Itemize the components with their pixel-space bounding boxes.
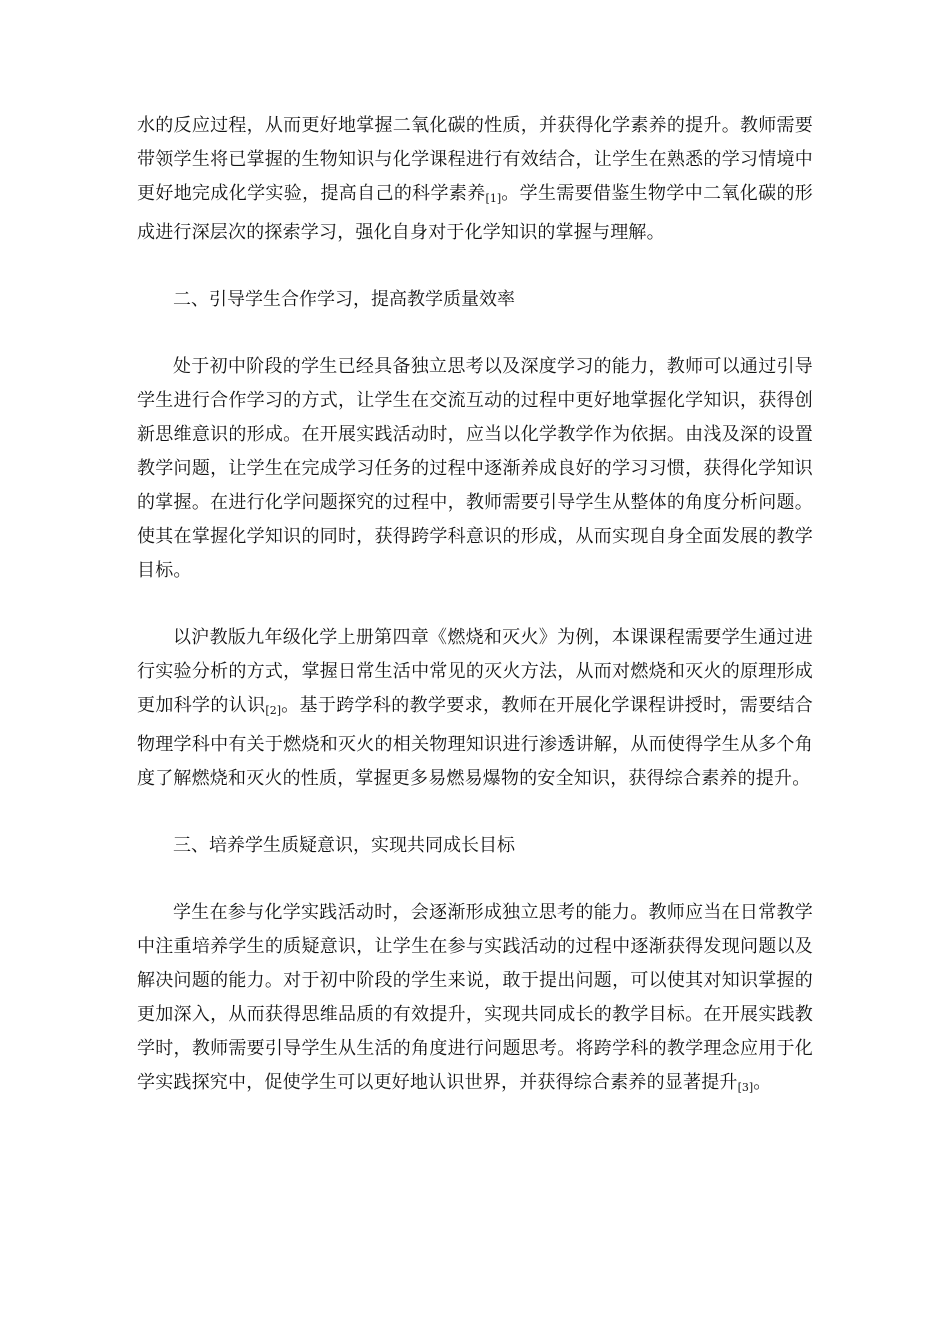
section-heading-3: 三、培养学生质疑意识，实现共同成长目标 <box>173 835 515 856</box>
paragraph-4-text-end: 。 <box>753 1072 772 1093</box>
citation-3: [3] <box>737 1081 754 1094</box>
paragraph-1-text: 水的反应过程，从而更好地掌握二氧化碳的性质，并获得化学素养的提升。教师需要带领学生将已掌握的生物知识与化学课程进行有效结合，让学生在熟悉的学习情境中更好地完成化学实验，提高自己的科学素养 <box>137 115 813 204</box>
paragraph-1-text-end: 。学生需要借鉴生物学中二氧化碳的形成进行深层次的探索学习，强化自身对于化学知识的掌握与理解。 <box>137 183 813 243</box>
section-heading-2: 二、引导学生合作学习，提高教学质量效率 <box>173 289 515 310</box>
document-body <box>137 109 813 1105</box>
citation-1: [1] <box>485 192 502 205</box>
paragraph-1 <box>137 109 813 250</box>
paragraph-4-text: 学生在参与化学实践活动时，会逐渐形成独立思考的能力。教师应当在日常教学中注重培养学生的质疑意识，让学生在参与实践活动的过程中逐渐获得发现问题以及解决问题的能力。对于初中阶段的学生来说，敢于提出问题，可以使其对知识掌握的更加深入，从而获得思维品质的有效提升，实现共同成长的教学目标。在开展实践教学时，教师需要引导学生从生活的角度进行问题思考。将跨学科的教学理念应用于化学实践探究中，促使学生可以更好地认识世界，并获得综合素养的显著提升 <box>137 902 813 1093</box>
paragraph-3 <box>137 621 813 796</box>
citation-2: [2] <box>265 704 282 717</box>
paragraph-4 <box>137 896 813 1105</box>
paragraph-2: 处于初中阶段的学生已经具备独立思考以及深度学习的能力，教师可以通过引导学生进行合作学习的方式，让学生在交流互动的过程中更好地掌握化学知识，获得创新思维意识的形成。在开展实践活动时，应当以化学教学作为依据。由浅及深的设置教学问题，让学生在完成学习任务的过程中逐渐养成良好的学习习惯，获得化学知识的掌握。在进行化学问题探究的过程中，教师需要引导学生从整体的角度分析问题。使其在掌握化学知识的同时，获得跨学科意识的形成，从而实现自身全面发展的教学目标。 <box>137 356 813 581</box>
paragraph-3-text-end: 。基于跨学科的教学要求，教师在开展化学课程讲授时，需要结合物理学科中有关于燃烧和灭火的相关物理知识进行渗透讲解，从而使得学生从多个角度了解燃烧和灭火的性质，掌握更多易燃易爆物的安全知识，获得综合素养的提升。 <box>137 695 814 789</box>
paragraph-3-text: 以沪教版九年级化学上册第四章《燃烧和灭火》为例，本课课程需要学生通过进行实验分析的方式，掌握日常生活中常见的灭火方法，从而对燃烧和灭火的原理形成更加科学的认识 <box>137 627 813 716</box>
